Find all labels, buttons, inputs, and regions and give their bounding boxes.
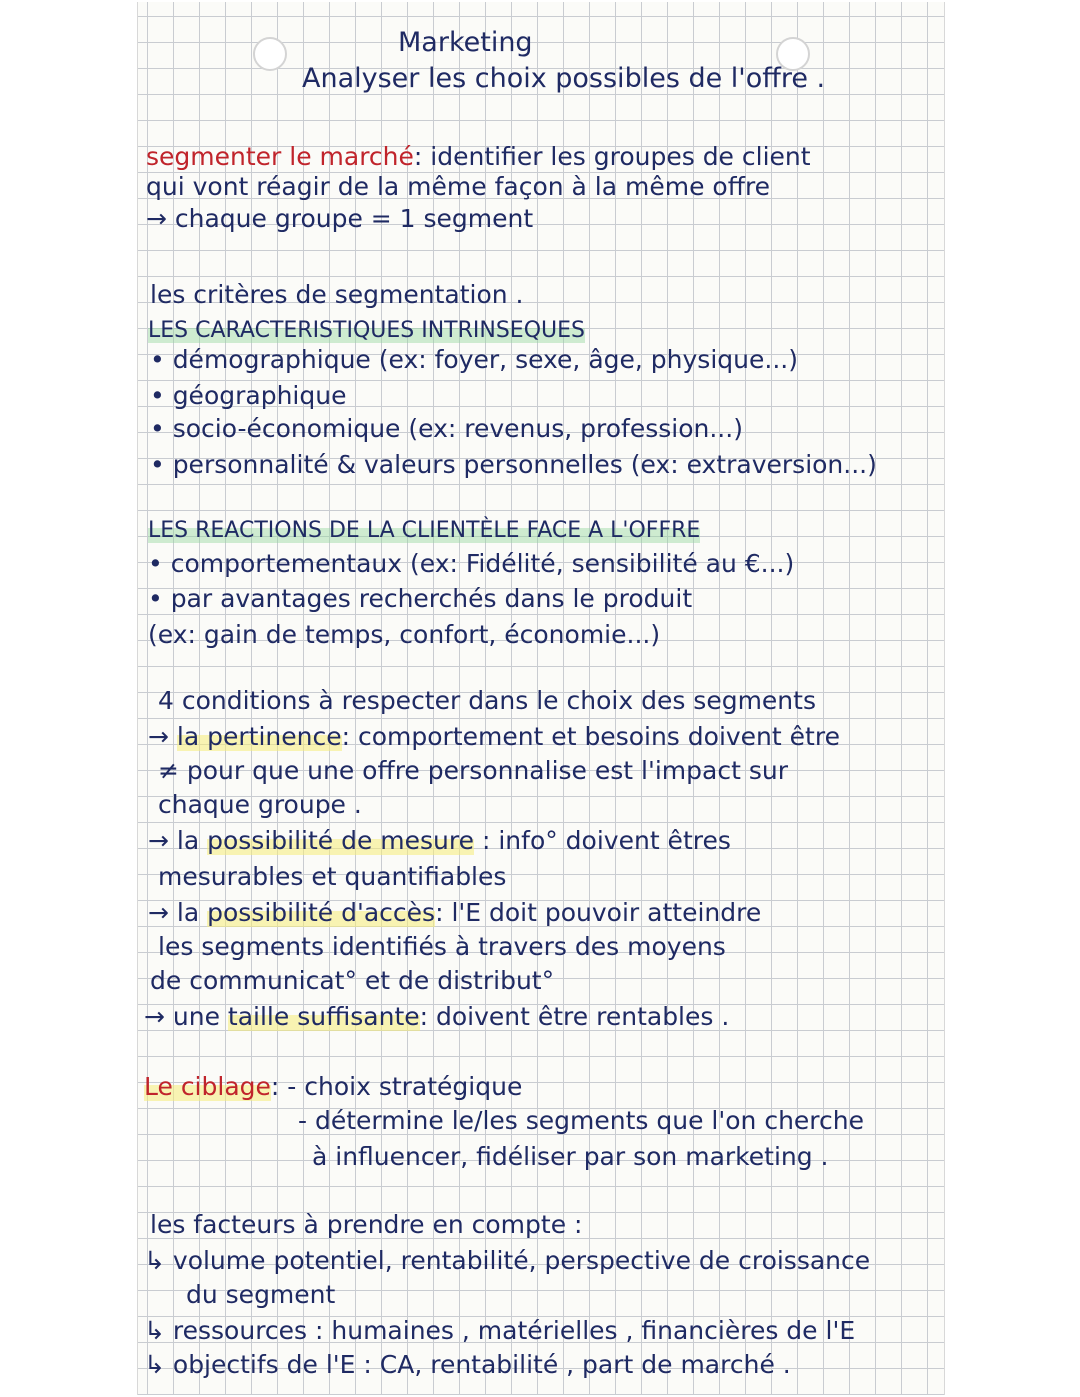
intrinseques-item: • personnalité & valeurs personnelles (ex: extraversion...) bbox=[150, 450, 877, 479]
ciblage-line bbox=[144, 1072, 522, 1102]
segmenter-definition bbox=[146, 142, 811, 172]
ciblage-def-3: à influencer, fidéliser par son marketing . bbox=[312, 1142, 829, 1171]
facteurs-line: du segment bbox=[186, 1280, 336, 1309]
facteurs-line: ↳ volume potentiel, rentabilité, perspective de croissance bbox=[144, 1246, 871, 1275]
condition-rest: : info° doivent êtres bbox=[474, 826, 731, 855]
facteurs-line: ↳ ressources : humaines , matérielles , financières de l'E bbox=[144, 1316, 856, 1345]
condition-term: la pertinence bbox=[176, 722, 342, 751]
reactions-item: (ex: gain de temps, confort, économie...) bbox=[148, 620, 661, 649]
conditions-heading: 4 conditions à respecter dans le choix des segments bbox=[158, 686, 816, 715]
condition-rest: de communicat° et de distribut° bbox=[150, 966, 555, 995]
intrinseques-item: • géographique bbox=[150, 381, 347, 410]
condition-term: taille suffisante bbox=[227, 1002, 420, 1031]
intrinseques-item: • socio-économique (ex: revenus, profession...) bbox=[150, 414, 743, 443]
ciblage-def-2: - détermine le/les segments que l'on cherche bbox=[298, 1106, 865, 1135]
page-title: Marketing bbox=[398, 27, 533, 58]
condition-term: possibilité de mesure bbox=[207, 826, 475, 855]
condition-rest: : l'E doit pouvoir atteindre bbox=[435, 898, 762, 927]
condition-line bbox=[158, 932, 726, 962]
segmenter-def-1: : identifier les groupes de client bbox=[413, 142, 811, 171]
condition-rest: : comportement et besoins doivent être bbox=[341, 722, 840, 751]
condition-rest: chaque groupe . bbox=[158, 790, 362, 819]
intrinseques-heading-text: LES CARACTERISTIQUES INTRINSEQUES bbox=[148, 318, 585, 343]
reactions-heading bbox=[148, 516, 700, 546]
segmenter-def-3: → chaque groupe = 1 segment bbox=[146, 204, 534, 233]
condition-line bbox=[150, 966, 554, 996]
reactions-item: • par avantages recherchés dans le produit bbox=[148, 584, 693, 613]
condition-lead: → la bbox=[148, 826, 208, 855]
condition-line bbox=[148, 826, 731, 856]
condition-line bbox=[158, 756, 788, 786]
segmenter-def-2: qui vont réagir de la même façon à la même offre bbox=[146, 172, 771, 201]
ciblage-term: Le ciblage bbox=[144, 1072, 271, 1101]
condition-rest: mesurables et quantifiables bbox=[158, 862, 507, 891]
reactions-item: • comportementaux (ex: Fidélité, sensibilité au €...) bbox=[148, 549, 795, 578]
intrinseques-item: • démographique (ex: foyer, sexe, âge, physique...) bbox=[150, 345, 798, 374]
condition-line bbox=[158, 862, 506, 892]
condition-line bbox=[148, 898, 761, 928]
reactions-heading-text: LES REACTIONS DE LA CLIENTÈLE FACE A L'OFFRE bbox=[148, 518, 701, 543]
page-subtitle: Analyser les choix possibles de l'offre . bbox=[302, 63, 826, 94]
condition-rest: ≠ pour que une offre personnalise est l'impact sur bbox=[158, 756, 788, 785]
condition-line bbox=[148, 722, 840, 752]
binder-hole-left bbox=[253, 37, 287, 71]
segmenter-term: segmenter le marché bbox=[146, 142, 414, 171]
condition-lead: → une bbox=[144, 1002, 228, 1031]
intrinseques-heading bbox=[148, 316, 585, 346]
criteres-heading: les critères de segmentation . bbox=[150, 280, 524, 309]
condition-line bbox=[144, 1002, 729, 1032]
condition-rest: : doivent être rentables . bbox=[419, 1002, 730, 1031]
facteurs-heading: les facteurs à prendre en compte : bbox=[150, 1210, 583, 1239]
condition-lead: → bbox=[148, 722, 177, 751]
condition-rest: les segments identifiés à travers des moyens bbox=[158, 932, 726, 961]
condition-line bbox=[158, 790, 362, 820]
ciblage-def-1: : - choix stratégique bbox=[270, 1072, 523, 1101]
condition-lead: → la bbox=[148, 898, 208, 927]
condition-term: possibilité d'accès bbox=[207, 898, 436, 927]
facteurs-line: ↳ objectifs de l'E : CA, rentabilité , part de marché . bbox=[144, 1350, 791, 1379]
